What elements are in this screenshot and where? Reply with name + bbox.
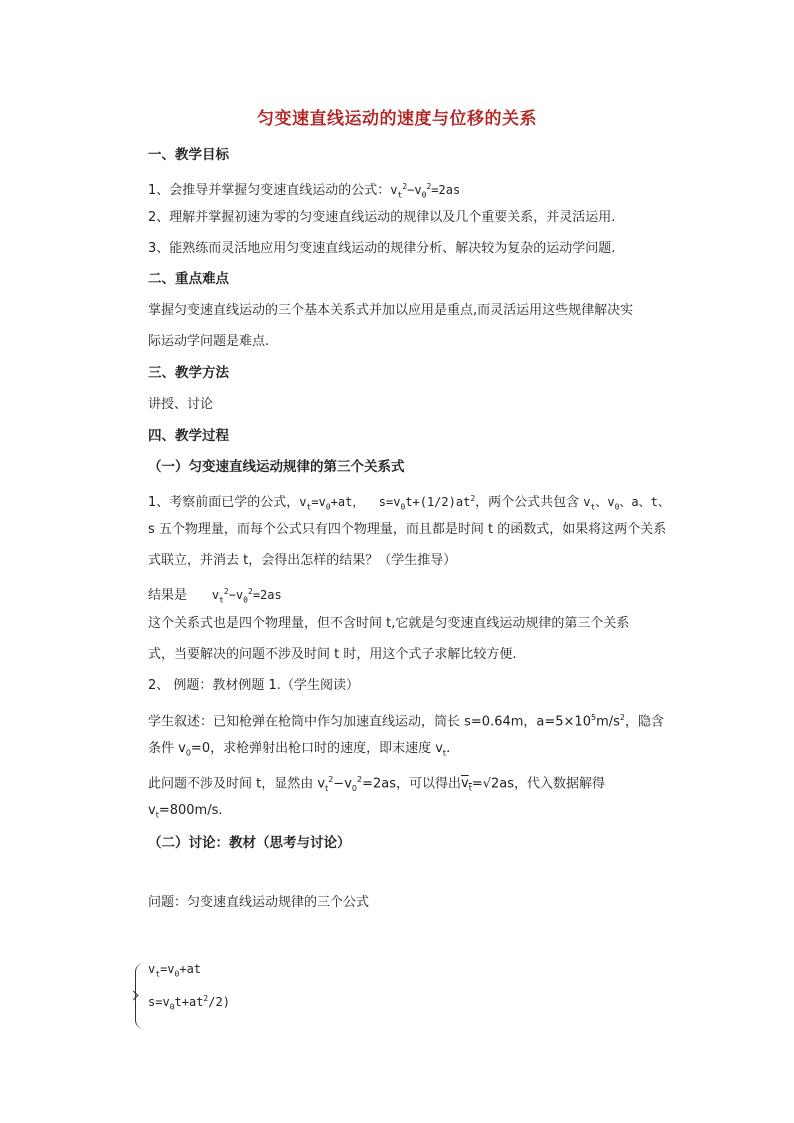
example-line: 2、 例题：教材例题 1.（学生阅读） bbox=[148, 678, 359, 693]
paragraph-1-line-1: 1、考察前面已学的公式，$v_t=v_0+at$， $s=v_0t+(1/2)at^2$，两个公式共包含 $v_t$、$v_0$、a、t、 bbox=[148, 494, 670, 512]
section-heading-objectives: 一、教学目标 bbox=[148, 147, 229, 163]
section-heading-process: 四、教学过程 bbox=[148, 428, 229, 444]
question-line: 问题：匀变速直线运动规律的三个公式 bbox=[148, 895, 370, 910]
formula-2: $s=v_0t+at^2/2$) bbox=[148, 994, 230, 1012]
section-heading-methods: 三、教学方法 bbox=[148, 365, 229, 381]
paragraph-1-line-2: s 五个物理量，而每个公式只有四个物理量，而且都是时间 t 的函数式，如果将这两个关系 bbox=[148, 522, 667, 537]
keypoints-line-1: 掌握匀变速直线运动的三个基本关系式并加以应用是重点,而灵活运用这些规律解决实 bbox=[148, 303, 634, 318]
solution-line-2: $v_t=800m/s$. bbox=[148, 803, 223, 820]
methods-text: 讲授、讨论 bbox=[148, 397, 214, 412]
document-title: 匀变速直线运动的速度与位移的关系 bbox=[257, 109, 537, 129]
formula-1: $v_t=v_0+at$ bbox=[148, 962, 202, 979]
subsection-heading-1: （一）匀变速直线运动规律的第三个关系式 bbox=[148, 459, 405, 475]
paragraph-2-line-1: 这个关系式也是四个物理量，但不含时间 t,它就是匀变速直线运动规律的第三个关系 bbox=[148, 616, 630, 631]
formula-third: $v_t^2-v_0^2=2as$ bbox=[390, 182, 461, 200]
objective-item-1: 1、会推导并掌握匀变速直线运动的公式：$v_t^2-v_0^2=2as$ bbox=[148, 182, 461, 200]
objective-item-3: 3、能熟练而灵活地应用匀变速直线运动的规律分析、解决较为复杂的运动学问题. bbox=[148, 241, 616, 256]
paragraph-2-line-2: 式，当要解决的问题不涉及时间 t 时，用这个式子求解比较方便. bbox=[148, 647, 517, 662]
section-heading-keypoints: 二、重点难点 bbox=[148, 271, 229, 287]
narration-line-2: 条件 $v_0=0$，求枪弹射出枪口时的速度，即末速度 $v_t$. bbox=[148, 741, 451, 758]
narration-line-1: 学生叙述：已知枪弹在枪筒中作匀加速直线运动，筒长 s=0.64m，$a=5\times 10^5m/s^2$，隐含 bbox=[148, 713, 665, 730]
solution-line-1: 此问题不涉及时间 t，显然由 $v_t^2-v_0^2=2as$，可以得出$v_t=√2as$，代入数据解得 bbox=[148, 775, 606, 793]
subsection-heading-2: （二）讨论：教材（思考与讨论） bbox=[148, 835, 351, 851]
result-line: 结果是 $v_t^2-v_0^2=2as$ bbox=[148, 587, 282, 605]
paragraph-1-line-3: 式联立，并消去 t，会得出怎样的结果？（学生推导） bbox=[148, 553, 457, 568]
keypoints-line-2: 际运动学问题是难点. bbox=[148, 334, 270, 349]
objective-item-2: 2、理解并掌握初速为零的匀变速直线运动的规律以及几个重要关系，并灵活运用. bbox=[148, 210, 616, 225]
